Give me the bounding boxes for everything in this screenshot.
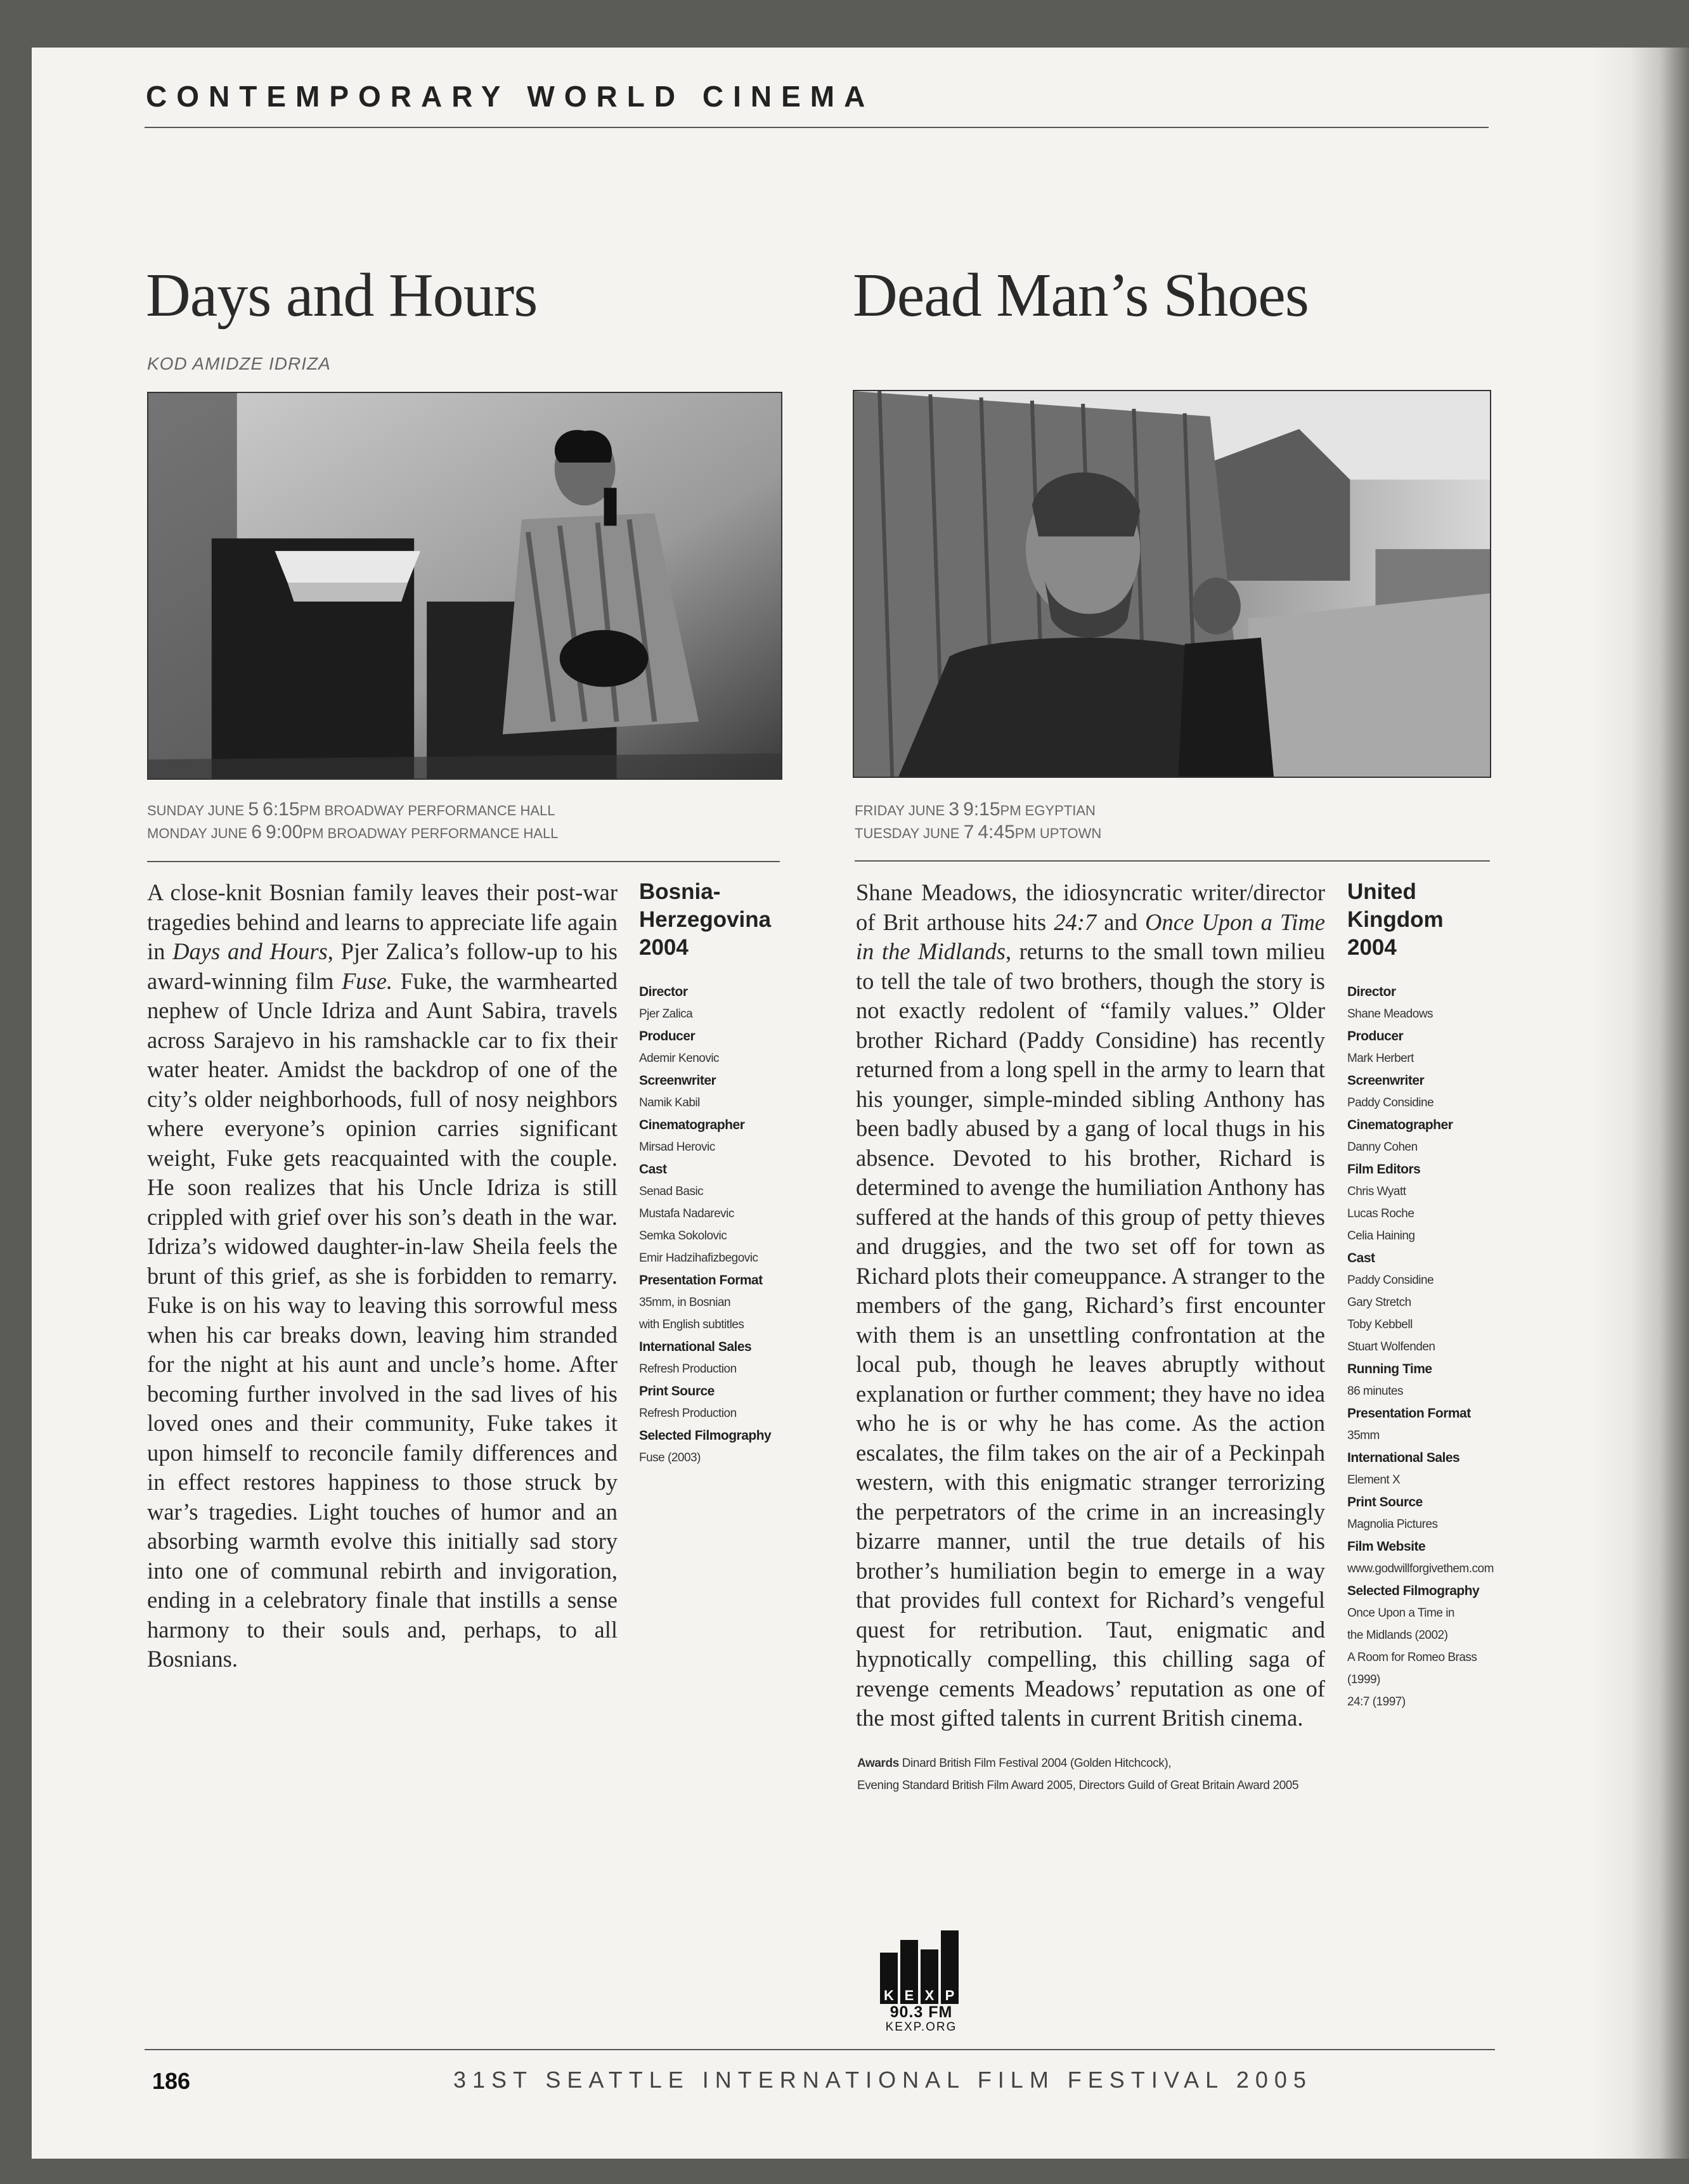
synopsis-text: and bbox=[1096, 908, 1146, 935]
synopsis-text: , returns to the small town milieu to tell the tale of two brothers, though the story is not exactly redolent of “family values.” Older brother Richard (Paddy Considine) has recently returned from a long spell in the army to learn that his younger, simple-minded sibling Anthony has been badly abused by a gang of local thugs in his absence. Devoted to his brother, Richard is determined to avenge the humiliation Anthony has suffered at the hands of this group of petty thieves and druggies, and the two set off for town as Richard plots their comeuppance. A stranger to the members of the gang, Richard’s first encounter with them is an unsettling confrontation at the local pub, though he leaves abruptly without explanation or further comment; they have no idea who he is or why he has come. As the action escalates, the film takes on the air of a Peckinpah western, with this enigmatic stranger terrorizing the perpetrators of the crime in an increasingly bizarre manner, until the true details of his brother’s humiliation begin to emerge in a way that provides full context for Richard’s vengeful quest for retribution. Taut, enigmatic and hypnotically compelling, this chilling saga of revenge cements Meadows’ reputation as one of the most gifted talents in current British cinema. bbox=[856, 938, 1325, 1731]
country-year bbox=[639, 878, 791, 962]
showtimes-rule bbox=[855, 860, 1490, 862]
synopsis-text: A close-knit Bosnian family leaves their post-war tragedies behind and learns to appreciate life again in bbox=[147, 879, 618, 964]
credit-label: Director bbox=[639, 985, 688, 999]
credit-value: Stuart Wolfenden bbox=[1347, 1340, 1435, 1354]
credit-label: International Sales bbox=[639, 1340, 752, 1354]
credit-label: Presentation Format bbox=[1347, 1406, 1471, 1421]
credit-value: Toby Kebbell bbox=[1347, 1318, 1413, 1331]
credit-label: Cast bbox=[639, 1162, 667, 1177]
credit-label: Cast bbox=[1347, 1251, 1375, 1265]
synopsis bbox=[856, 878, 1325, 1733]
country-year-line: Kingdom bbox=[1347, 907, 1444, 932]
credits-block bbox=[1347, 878, 1512, 1713]
country-year-line: United bbox=[1347, 879, 1416, 904]
header-rule bbox=[145, 127, 1489, 128]
festival-footer: 31ST SEATTLE INTERNATIONAL FILM FESTIVAL 2005 bbox=[453, 2067, 1312, 2093]
credit-label: Print Source bbox=[639, 1384, 715, 1399]
credit-value: Emir Hadzihafizbegovic bbox=[639, 1251, 758, 1265]
awards: Awards Dinard British Film Festival 2004 (Golden Hitchcock), Evening Standard British Film Award 2005, Directors Guild of Great Britain Award 2005 bbox=[857, 1757, 1299, 1792]
footer-rule bbox=[145, 2049, 1495, 2050]
showtime-row: TUESDAY JUNE 7 4:45PM UPTOWN bbox=[855, 822, 1102, 843]
credit-label: Director bbox=[1347, 985, 1396, 999]
section-header: CONTEMPORARY WORLD CINEMA bbox=[146, 80, 875, 113]
credit-value: Mustafa Nadarevic bbox=[639, 1207, 734, 1220]
credit-value: Chris Wyatt bbox=[1347, 1185, 1406, 1198]
film-title: Dead Man’s Shoes bbox=[853, 261, 1309, 330]
credit-value: 24:7 (1997) bbox=[1347, 1695, 1406, 1709]
country-year-line: Bosnia- bbox=[639, 879, 721, 904]
page-number: 186 bbox=[152, 2068, 191, 2094]
credit-value: Mark Herbert bbox=[1347, 1052, 1414, 1065]
film-still-days-and-hours bbox=[147, 392, 782, 780]
country-year-line: Herzegovina bbox=[639, 907, 772, 932]
credit-label: Screenwriter bbox=[639, 1073, 716, 1088]
country-year-line: 2004 bbox=[1347, 935, 1397, 960]
credit-value: Danny Cohen bbox=[1347, 1140, 1418, 1154]
italic-title-ref: Once Upon a Time in the Midlands bbox=[856, 908, 1326, 964]
country-year-line: 2004 bbox=[639, 935, 689, 960]
credit-value: Fuse (2003) bbox=[639, 1451, 701, 1464]
italic-title-ref: Fuse. bbox=[341, 967, 393, 994]
credit-value: Once Upon a Time in bbox=[1347, 1606, 1454, 1620]
credit-value: 86 minutes bbox=[1347, 1385, 1403, 1398]
synopsis-text: Shane Meadows, the idiosyncratic writer/director of Brit arthouse hits bbox=[856, 879, 1325, 935]
credit-value: Senad Basic bbox=[639, 1185, 704, 1198]
showtimes-rule bbox=[147, 861, 780, 862]
italic-title-ref: Days and Hours bbox=[172, 938, 328, 964]
credits-block bbox=[639, 878, 791, 1469]
showtimes bbox=[855, 799, 1101, 844]
credit-value: Refresh Production bbox=[639, 1362, 737, 1376]
credit-value: Element X bbox=[1347, 1473, 1401, 1487]
credit-value: Celia Haining bbox=[1347, 1229, 1415, 1243]
logo-url: KEXP.ORG bbox=[885, 2020, 957, 2034]
credit-label: Film Website bbox=[1347, 1539, 1426, 1554]
logo-bars bbox=[880, 1930, 962, 1987]
facing-page-edge bbox=[1591, 48, 1689, 2159]
credit-value: Ademir Kenovic bbox=[639, 1052, 720, 1065]
showtime-row: FRIDAY JUNE 3 9:15PM EGYPTIAN bbox=[855, 799, 1096, 820]
credit-value: Refresh Production bbox=[639, 1407, 737, 1420]
credit-value: 35mm, in Bosnian bbox=[639, 1296, 731, 1309]
synopsis-text: , Pjer Zalica’s follow-up to his award-winning film bbox=[147, 938, 618, 994]
credit-label: Producer bbox=[1347, 1029, 1404, 1044]
synopsis bbox=[147, 878, 618, 1674]
credit-label: Selected Filmography bbox=[1347, 1584, 1480, 1598]
credit-value: Namik Kabil bbox=[639, 1096, 700, 1109]
credit-value: Shane Meadows bbox=[1347, 1007, 1433, 1021]
showtime-row: SUNDAY JUNE 5 6:15PM BROADWAY PERFORMANCE HALL bbox=[147, 799, 555, 820]
credit-label: International Sales bbox=[1347, 1451, 1460, 1465]
credit-label: Selected Filmography bbox=[639, 1428, 772, 1443]
credit-label: Screenwriter bbox=[1347, 1073, 1425, 1088]
showtimes bbox=[147, 799, 558, 844]
credit-value: the Midlands (2002) bbox=[1347, 1629, 1448, 1642]
original-title: KOD AMIDZE IDRIZA bbox=[147, 354, 331, 373]
credit-value: Semka Sokolovic bbox=[639, 1229, 727, 1243]
credit-label: Presentation Format bbox=[639, 1273, 763, 1288]
credit-label: Running Time bbox=[1347, 1362, 1432, 1376]
credit-value: with English subtitles bbox=[639, 1318, 744, 1331]
film-still-dead-mans-shoes bbox=[853, 390, 1491, 778]
credit-value: Paddy Considine bbox=[1347, 1096, 1434, 1109]
credit-label: Cinematographer bbox=[639, 1118, 745, 1132]
country-year bbox=[1347, 878, 1512, 962]
showtime-row: MONDAY JUNE 6 9:00PM BROADWAY PERFORMANCE HALL bbox=[147, 822, 559, 843]
credit-value: www.godwillforgivethem.com bbox=[1347, 1562, 1494, 1575]
credit-value: Lucas Roche bbox=[1347, 1207, 1414, 1220]
credit-label: Film Editors bbox=[1347, 1162, 1421, 1177]
credit-value: Mirsad Herovic bbox=[639, 1140, 715, 1154]
credit-value: A Room for Romeo Brass (1999) bbox=[1347, 1651, 1477, 1686]
credit-label: Producer bbox=[639, 1029, 696, 1044]
synopsis-text: Fuke, the warmhearted nephew of Uncle Idriza and Aunt Sabira, travels across Sarajevo in his ramshackle car to fix their water heater. Amidst the backdrop of one of the city’s older neighborhoods, full of nosy neighbors where everyone’s opinion carries significant weight, Fuke gets reacquainted with the couple. He soon realizes that his Uncle Idriza is still crippled with grief over his son’s death in the war. Idriza’s widowed daughter-in-law Sheila feels the brunt of this grief, as she is forbidden to remarry. Fuke is on his way to leaving this sorrowful mess when his car breaks down, leaving him stranded for the night at his aunt and uncle’s home. After becoming further involved in the sad lives of his loved ones and their community, Fuke takes it upon himself to reconcile family differences and in effect restores happiness to those struck by war’s tragedies. Light touches of humor and an absorbing warmth evolve this initially sad story into one of communal rebirth and invigoration, ending in a celebratory finale that instills a sense harmony to their souls and, perhaps, to all Bosnians. bbox=[147, 967, 618, 1672]
logo-frequency: 90.3 FM bbox=[890, 2003, 953, 2021]
credit-value: Paddy Considine bbox=[1347, 1274, 1434, 1287]
kexp-logo bbox=[880, 1930, 962, 2034]
credit-value: Pjer Zalica bbox=[639, 1007, 693, 1021]
credit-value: Magnolia Pictures bbox=[1347, 1518, 1438, 1531]
credit-label: Print Source bbox=[1347, 1495, 1423, 1509]
film-title: Days and Hours bbox=[146, 261, 538, 330]
italic-title-ref: 24:7 bbox=[1054, 908, 1097, 935]
credit-value: 35mm bbox=[1347, 1429, 1380, 1442]
logo-letters: K E X P bbox=[880, 1987, 962, 2004]
credit-value: Gary Stretch bbox=[1347, 1296, 1411, 1309]
credit-label: Cinematographer bbox=[1347, 1118, 1453, 1132]
